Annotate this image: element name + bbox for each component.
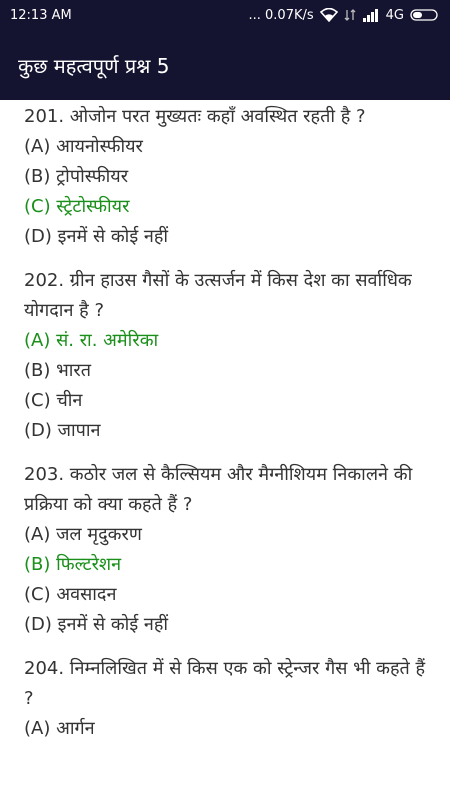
- option-item[interactable]: (B) भारत: [24, 360, 92, 381]
- question-item: [24, 654, 432, 744]
- status-bar: [0, 0, 450, 30]
- option-item[interactable]: (B) ट्रोपोस्फीयर: [24, 166, 129, 187]
- data-arrows-icon: [344, 8, 356, 22]
- correct-option-item[interactable]: (C) स्ट्रेटोस्फीयर: [24, 196, 130, 217]
- option-item[interactable]: (D) जापान: [24, 420, 101, 441]
- option-item[interactable]: (C) अवसादन: [24, 584, 117, 605]
- question-item: [24, 266, 432, 446]
- option-item[interactable]: (D) इनमें से कोई नहीं: [24, 614, 169, 635]
- correct-option-item[interactable]: (B) फिल्टरेशन: [24, 554, 122, 575]
- option-item[interactable]: (A) आयनोस्फीयर: [24, 136, 143, 157]
- wifi-icon: [320, 8, 338, 22]
- question-text: 201. ओजोन परत मुख्यतः कहाँ अवस्थित रहती है ?: [24, 106, 366, 127]
- question-list[interactable]: [0, 100, 450, 800]
- question-text: 203. कठोर जल से कैल्सियम और मैग्नीशियम निकालने की प्रक्रिया को क्या कहते हैं ?: [24, 464, 413, 515]
- network-type: 4G: [385, 7, 404, 23]
- page-title: कुछ महत्वपूर्ण प्रश्न 5: [18, 53, 170, 78]
- signal-icon: [362, 8, 380, 22]
- correct-option-item[interactable]: (A) सं. रा. अमेरिका: [24, 330, 159, 351]
- question-item: [24, 460, 432, 640]
- question-text: 204. निम्नलिखित में से किस एक को स्ट्रेन्जर गैस भी कहते हैं ?: [24, 658, 426, 709]
- status-indicators: [248, 8, 440, 23]
- battery-icon: [410, 8, 440, 22]
- app-bar: [0, 30, 450, 100]
- question-item: [24, 102, 432, 252]
- status-time: 12:13 AM: [10, 7, 72, 23]
- option-item[interactable]: (C) चीन: [24, 390, 83, 411]
- question-text: 202. ग्रीन हाउस गैसों के उत्सर्जन में किस देश का सर्वाधिक योगदान है ?: [24, 270, 412, 321]
- option-item[interactable]: (A) जल मृदुकरण: [24, 524, 142, 545]
- option-item[interactable]: (D) इनमें से कोई नहीं: [24, 226, 169, 247]
- network-speed: ... 0.07K/s: [248, 7, 314, 23]
- option-item[interactable]: (A) आर्गन: [24, 718, 95, 739]
